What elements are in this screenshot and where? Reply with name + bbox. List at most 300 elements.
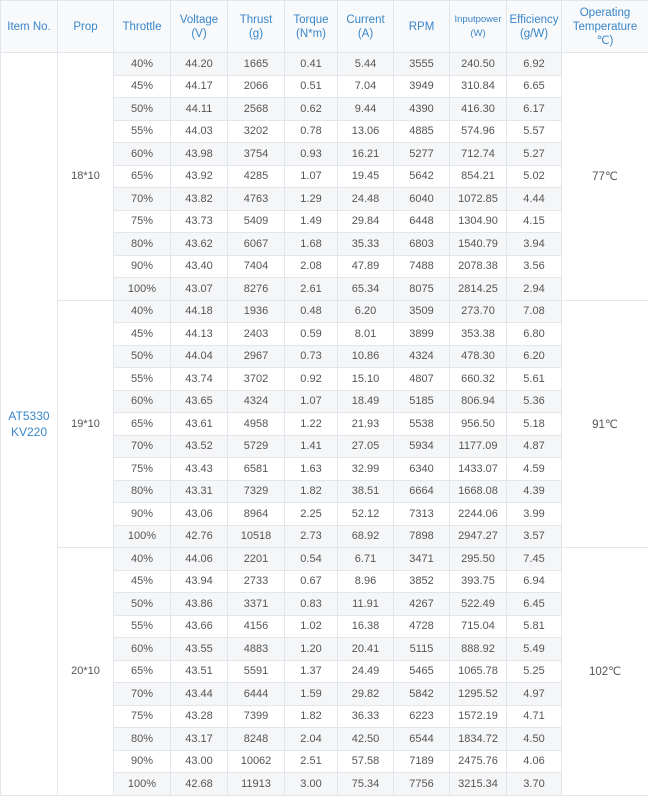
voltage-cell: 43.51 [171, 660, 228, 683]
rpm-cell: 7898 [394, 525, 450, 548]
inputpower-cell: 660.32 [450, 368, 507, 391]
operating-temperature-cell: 77℃ [562, 53, 648, 301]
current-cell: 52.12 [338, 503, 394, 526]
torque-cell: 1.63 [285, 458, 338, 481]
header-text: (A) [357, 27, 374, 40]
thrust-cell: 1936 [228, 300, 285, 323]
column-header-current [338, 1, 394, 53]
thrust-cell: 3202 [228, 120, 285, 143]
voltage-cell: 43.62 [171, 233, 228, 256]
rpm-cell: 4324 [394, 345, 450, 368]
thrust-cell: 7404 [228, 255, 285, 278]
throttle-cell: 75% [114, 705, 171, 728]
current-cell: 8.96 [338, 570, 394, 593]
rpm-cell: 5538 [394, 413, 450, 436]
thrust-cell: 1665 [228, 53, 285, 76]
inputpower-cell: 715.04 [450, 615, 507, 638]
inputpower-cell: 2475.76 [450, 750, 507, 773]
efficiency-cell: 3.99 [507, 503, 562, 526]
rpm-cell: 5642 [394, 165, 450, 188]
efficiency-cell: 6.17 [507, 98, 562, 121]
current-cell: 35.33 [338, 233, 394, 256]
throttle-cell: 50% [114, 345, 171, 368]
torque-cell: 0.78 [285, 120, 338, 143]
voltage-cell: 43.55 [171, 638, 228, 661]
inputpower-cell: 2947.27 [450, 525, 507, 548]
rpm-cell: 7488 [394, 255, 450, 278]
efficiency-cell: 4.06 [507, 750, 562, 773]
efficiency-cell: 7.45 [507, 548, 562, 571]
rpm-cell: 5185 [394, 390, 450, 413]
thrust-cell: 6067 [228, 233, 285, 256]
voltage-cell: 43.28 [171, 705, 228, 728]
voltage-cell: 44.11 [171, 98, 228, 121]
inputpower-cell: 393.75 [450, 570, 507, 593]
thrust-cell: 2568 [228, 98, 285, 121]
header-text: Prop [73, 20, 98, 33]
rpm-cell: 7189 [394, 750, 450, 773]
rpm-cell: 6664 [394, 480, 450, 503]
torque-cell: 0.93 [285, 143, 338, 166]
header-text: Efficiency [509, 13, 559, 26]
inputpower-cell: 574.96 [450, 120, 507, 143]
header-text: (g) [248, 27, 264, 40]
thrust-cell: 3371 [228, 593, 285, 616]
current-cell: 6.20 [338, 300, 394, 323]
item-no-cell [1, 53, 58, 796]
thrust-cell: 5591 [228, 660, 285, 683]
inputpower-cell: 1065.78 [450, 660, 507, 683]
current-cell: 13.06 [338, 120, 394, 143]
torque-cell: 0.51 [285, 75, 338, 98]
inputpower-cell: 240.50 [450, 53, 507, 76]
column-header-torque [285, 1, 338, 53]
table-row [1, 300, 648, 323]
throttle-cell: 60% [114, 638, 171, 661]
rpm-cell: 3852 [394, 570, 450, 593]
efficiency-cell: 3.57 [507, 525, 562, 548]
torque-cell: 1.68 [285, 233, 338, 256]
current-cell: 8.01 [338, 323, 394, 346]
column-header-voltage [171, 1, 228, 53]
inputpower-cell: 1177.09 [450, 435, 507, 458]
thrust-cell: 2967 [228, 345, 285, 368]
efficiency-cell: 4.71 [507, 705, 562, 728]
current-cell: 65.34 [338, 278, 394, 301]
throttle-cell: 55% [114, 120, 171, 143]
voltage-cell: 43.07 [171, 278, 228, 301]
inputpower-cell: 3215.34 [450, 773, 507, 796]
throttle-cell: 70% [114, 188, 171, 211]
current-cell: 11.91 [338, 593, 394, 616]
torque-cell: 1.02 [285, 615, 338, 638]
current-cell: 32.99 [338, 458, 394, 481]
efficiency-cell: 5.61 [507, 368, 562, 391]
rpm-cell: 7313 [394, 503, 450, 526]
torque-cell: 1.07 [285, 390, 338, 413]
rpm-cell: 6803 [394, 233, 450, 256]
current-cell: 15.10 [338, 368, 394, 391]
torque-cell: 1.41 [285, 435, 338, 458]
header-text: Temperature [572, 20, 638, 33]
table-body [1, 53, 648, 796]
current-cell: 27.05 [338, 435, 394, 458]
current-cell: 29.84 [338, 210, 394, 233]
rpm-cell: 5842 [394, 683, 450, 706]
header-text: Thrust [239, 13, 273, 26]
inputpower-cell: 2078.38 [450, 255, 507, 278]
efficiency-cell: 5.57 [507, 120, 562, 143]
throttle-cell: 65% [114, 413, 171, 436]
voltage-cell: 43.52 [171, 435, 228, 458]
voltage-cell: 44.06 [171, 548, 228, 571]
header-text: (g/W) [519, 27, 549, 40]
throttle-cell: 100% [114, 278, 171, 301]
thrust-cell: 4763 [228, 188, 285, 211]
current-cell: 16.38 [338, 615, 394, 638]
current-cell: 42.50 [338, 728, 394, 751]
current-cell: 38.51 [338, 480, 394, 503]
current-cell: 20.41 [338, 638, 394, 661]
header-text: Voltage [179, 13, 219, 26]
voltage-cell: 44.20 [171, 53, 228, 76]
rpm-cell: 5277 [394, 143, 450, 166]
throttle-cell: 45% [114, 570, 171, 593]
voltage-cell: 44.04 [171, 345, 228, 368]
current-cell: 24.48 [338, 188, 394, 211]
current-cell: 9.44 [338, 98, 394, 121]
throttle-cell: 65% [114, 660, 171, 683]
current-cell: 10.86 [338, 345, 394, 368]
inputpower-cell: 295.50 [450, 548, 507, 571]
header-text: Inputpower [454, 13, 502, 25]
thrust-cell: 7329 [228, 480, 285, 503]
voltage-cell: 43.44 [171, 683, 228, 706]
inputpower-cell: 353.38 [450, 323, 507, 346]
voltage-cell: 43.00 [171, 750, 228, 773]
rpm-cell: 6544 [394, 728, 450, 751]
rpm-cell: 3555 [394, 53, 450, 76]
throttle-cell: 55% [114, 615, 171, 638]
rpm-cell: 6340 [394, 458, 450, 481]
throttle-cell: 65% [114, 165, 171, 188]
rpm-cell: 3509 [394, 300, 450, 323]
throttle-cell: 45% [114, 75, 171, 98]
rpm-cell: 3949 [394, 75, 450, 98]
efficiency-cell: 5.02 [507, 165, 562, 188]
throttle-cell: 75% [114, 210, 171, 233]
throttle-cell: 40% [114, 53, 171, 76]
inputpower-cell: 1072.85 [450, 188, 507, 211]
rpm-cell: 6223 [394, 705, 450, 728]
inputpower-cell: 854.21 [450, 165, 507, 188]
inputpower-cell: 1834.72 [450, 728, 507, 751]
voltage-cell: 44.18 [171, 300, 228, 323]
efficiency-cell: 2.94 [507, 278, 562, 301]
torque-cell: 1.59 [285, 683, 338, 706]
torque-cell: 0.92 [285, 368, 338, 391]
torque-cell: 1.82 [285, 705, 338, 728]
header-text: Operating [579, 6, 631, 19]
voltage-cell: 43.17 [171, 728, 228, 751]
item-no-text: KV220 [10, 424, 48, 439]
prop-cell: 20*10 [58, 548, 114, 796]
column-header-throttle [114, 1, 171, 53]
torque-cell: 0.41 [285, 53, 338, 76]
prop-cell: 19*10 [58, 300, 114, 548]
throttle-cell: 55% [114, 368, 171, 391]
torque-cell: 0.62 [285, 98, 338, 121]
torque-cell: 2.73 [285, 525, 338, 548]
voltage-cell: 42.68 [171, 773, 228, 796]
current-cell: 5.44 [338, 53, 394, 76]
throttle-cell: 70% [114, 435, 171, 458]
inputpower-cell: 1295.52 [450, 683, 507, 706]
rpm-cell: 4807 [394, 368, 450, 391]
throttle-cell: 90% [114, 503, 171, 526]
efficiency-cell: 4.44 [507, 188, 562, 211]
throttle-cell: 45% [114, 323, 171, 346]
voltage-cell: 42.76 [171, 525, 228, 548]
torque-cell: 0.54 [285, 548, 338, 571]
thrust-cell: 2733 [228, 570, 285, 593]
column-header-rpm [394, 1, 450, 53]
efficiency-cell: 5.81 [507, 615, 562, 638]
torque-cell: 1.20 [285, 638, 338, 661]
efficiency-cell: 6.92 [507, 53, 562, 76]
torque-cell: 2.25 [285, 503, 338, 526]
throttle-cell: 100% [114, 525, 171, 548]
voltage-cell: 43.82 [171, 188, 228, 211]
efficiency-cell: 5.49 [507, 638, 562, 661]
efficiency-cell: 6.80 [507, 323, 562, 346]
torque-cell: 0.67 [285, 570, 338, 593]
throttle-cell: 50% [114, 593, 171, 616]
inputpower-cell: 2814.25 [450, 278, 507, 301]
header-text: (W) [470, 27, 486, 39]
inputpower-cell: 416.30 [450, 98, 507, 121]
efficiency-cell: 4.15 [507, 210, 562, 233]
efficiency-cell: 3.56 [507, 255, 562, 278]
torque-cell: 2.08 [285, 255, 338, 278]
efficiency-cell: 5.36 [507, 390, 562, 413]
thrust-cell: 4324 [228, 390, 285, 413]
torque-cell: 3.00 [285, 773, 338, 796]
inputpower-cell: 310.84 [450, 75, 507, 98]
header-text: Item No. [7, 20, 51, 33]
voltage-cell: 44.13 [171, 323, 228, 346]
thrust-cell: 2066 [228, 75, 285, 98]
throttle-cell: 80% [114, 233, 171, 256]
thrust-cell: 3754 [228, 143, 285, 166]
voltage-cell: 43.66 [171, 615, 228, 638]
thrust-cell: 6581 [228, 458, 285, 481]
efficiency-cell: 6.65 [507, 75, 562, 98]
efficiency-cell: 3.94 [507, 233, 562, 256]
efficiency-cell: 6.45 [507, 593, 562, 616]
column-header-prop [58, 1, 114, 53]
header-text: Throttle [122, 20, 162, 33]
torque-cell: 1.82 [285, 480, 338, 503]
table-row [1, 53, 648, 76]
throttle-cell: 50% [114, 98, 171, 121]
torque-cell: 1.22 [285, 413, 338, 436]
rpm-cell: 6448 [394, 210, 450, 233]
voltage-cell: 43.43 [171, 458, 228, 481]
efficiency-cell: 4.50 [507, 728, 562, 751]
thrust-cell: 8964 [228, 503, 285, 526]
thrust-cell: 7399 [228, 705, 285, 728]
throttle-cell: 40% [114, 548, 171, 571]
throttle-cell: 100% [114, 773, 171, 796]
current-cell: 29.82 [338, 683, 394, 706]
current-cell: 36.33 [338, 705, 394, 728]
thrust-cell: 8276 [228, 278, 285, 301]
torque-cell: 0.83 [285, 593, 338, 616]
torque-cell: 1.29 [285, 188, 338, 211]
throttle-cell: 80% [114, 728, 171, 751]
voltage-cell: 43.65 [171, 390, 228, 413]
inputpower-cell: 273.70 [450, 300, 507, 323]
voltage-cell: 43.74 [171, 368, 228, 391]
efficiency-cell: 4.87 [507, 435, 562, 458]
header-text: RPM [408, 20, 435, 33]
throttle-cell: 60% [114, 390, 171, 413]
inputpower-cell: 522.49 [450, 593, 507, 616]
current-cell: 19.45 [338, 165, 394, 188]
voltage-cell: 44.03 [171, 120, 228, 143]
efficiency-cell: 4.97 [507, 683, 562, 706]
current-cell: 68.92 [338, 525, 394, 548]
current-cell: 6.71 [338, 548, 394, 571]
thrust-cell: 4156 [228, 615, 285, 638]
rpm-cell: 4728 [394, 615, 450, 638]
current-cell: 24.49 [338, 660, 394, 683]
rpm-cell: 5115 [394, 638, 450, 661]
current-cell: 16.21 [338, 143, 394, 166]
thrust-cell: 4883 [228, 638, 285, 661]
thrust-cell: 6444 [228, 683, 285, 706]
inputpower-cell: 1433.07 [450, 458, 507, 481]
inputpower-cell: 956.50 [450, 413, 507, 436]
rpm-cell: 3471 [394, 548, 450, 571]
inputpower-cell: 888.92 [450, 638, 507, 661]
column-header-item-no [1, 1, 58, 53]
torque-cell: 1.49 [285, 210, 338, 233]
column-header-thrust [228, 1, 285, 53]
throttle-cell: 75% [114, 458, 171, 481]
torque-cell: 1.07 [285, 165, 338, 188]
voltage-cell: 43.86 [171, 593, 228, 616]
torque-cell: 2.61 [285, 278, 338, 301]
rpm-cell: 6040 [394, 188, 450, 211]
torque-cell: 0.73 [285, 345, 338, 368]
efficiency-cell: 6.94 [507, 570, 562, 593]
header-text: (V) [191, 27, 207, 40]
current-cell: 47.89 [338, 255, 394, 278]
current-cell: 21.93 [338, 413, 394, 436]
inputpower-cell: 2244.06 [450, 503, 507, 526]
header-text: Current [346, 13, 385, 26]
torque-cell: 2.51 [285, 750, 338, 773]
efficiency-cell: 5.18 [507, 413, 562, 436]
rpm-cell: 5934 [394, 435, 450, 458]
column-header-inputpower [450, 1, 507, 53]
table-header-row [1, 1, 648, 53]
current-cell: 75.34 [338, 773, 394, 796]
voltage-cell: 43.06 [171, 503, 228, 526]
torque-cell: 0.48 [285, 300, 338, 323]
column-header-efficiency [507, 1, 562, 53]
thrust-cell: 8248 [228, 728, 285, 751]
inputpower-cell: 1540.79 [450, 233, 507, 256]
voltage-cell: 43.40 [171, 255, 228, 278]
inputpower-cell: 1304.90 [450, 210, 507, 233]
inputpower-cell: 478.30 [450, 345, 507, 368]
efficiency-cell: 4.59 [507, 458, 562, 481]
thrust-cell: 11913 [228, 773, 285, 796]
table-row [1, 548, 648, 571]
voltage-cell: 44.17 [171, 75, 228, 98]
rpm-cell: 8075 [394, 278, 450, 301]
current-cell: 18.49 [338, 390, 394, 413]
voltage-cell: 43.98 [171, 143, 228, 166]
header-text: (N*m) [295, 27, 327, 40]
inputpower-cell: 712.74 [450, 143, 507, 166]
thrust-cell: 4958 [228, 413, 285, 436]
throttle-cell: 70% [114, 683, 171, 706]
throttle-cell: 90% [114, 750, 171, 773]
header-text: Torque [293, 13, 329, 26]
throttle-cell: 80% [114, 480, 171, 503]
efficiency-cell: 6.20 [507, 345, 562, 368]
thrust-cell: 10062 [228, 750, 285, 773]
item-no-text: AT5330 [8, 408, 50, 423]
efficiency-cell: 3.70 [507, 773, 562, 796]
voltage-cell: 43.31 [171, 480, 228, 503]
voltage-cell: 43.73 [171, 210, 228, 233]
rpm-cell: 4390 [394, 98, 450, 121]
voltage-cell: 43.94 [171, 570, 228, 593]
voltage-cell: 43.61 [171, 413, 228, 436]
operating-temperature-cell: 102℃ [562, 548, 648, 796]
torque-cell: 2.04 [285, 728, 338, 751]
thrust-cell: 2201 [228, 548, 285, 571]
efficiency-cell: 5.27 [507, 143, 562, 166]
torque-cell: 1.37 [285, 660, 338, 683]
rpm-cell: 4885 [394, 120, 450, 143]
current-cell: 57.58 [338, 750, 394, 773]
operating-temperature-cell: 91℃ [562, 300, 648, 548]
prop-cell: 18*10 [58, 53, 114, 301]
header-text: ℃) [596, 34, 614, 47]
rpm-cell: 3899 [394, 323, 450, 346]
inputpower-cell: 1572.19 [450, 705, 507, 728]
column-header-operating-temperature [562, 1, 648, 53]
torque-cell: 0.59 [285, 323, 338, 346]
thrust-cell: 3702 [228, 368, 285, 391]
voltage-cell: 43.92 [171, 165, 228, 188]
efficiency-cell: 4.39 [507, 480, 562, 503]
current-cell: 7.04 [338, 75, 394, 98]
rpm-cell: 5465 [394, 660, 450, 683]
inputpower-cell: 806.94 [450, 390, 507, 413]
throttle-cell: 90% [114, 255, 171, 278]
efficiency-cell: 7.08 [507, 300, 562, 323]
rpm-cell: 4267 [394, 593, 450, 616]
efficiency-cell: 5.25 [507, 660, 562, 683]
thrust-cell: 5409 [228, 210, 285, 233]
